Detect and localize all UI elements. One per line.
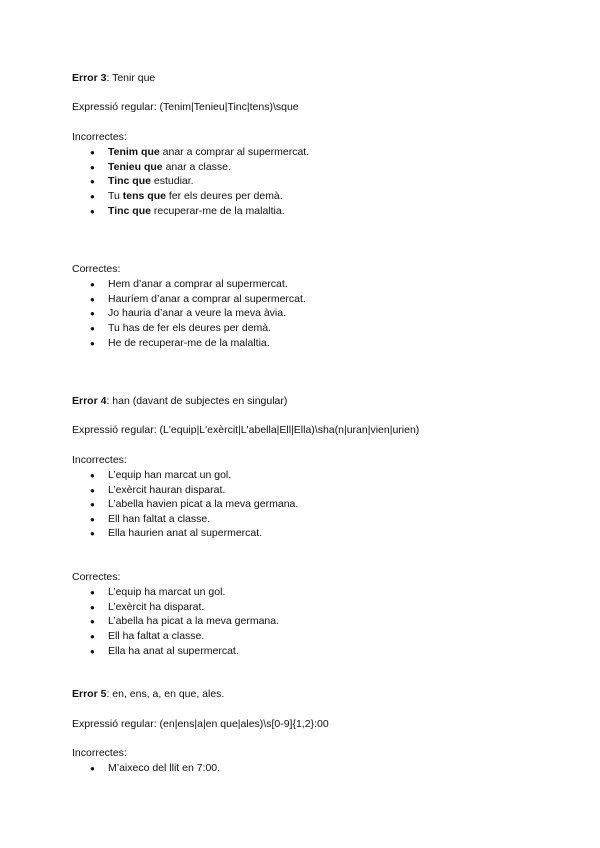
bullet: ● (90, 515, 95, 524)
list-item: Tenim que anar a comprar al supermercat. (108, 146, 310, 158)
bullet: ● (90, 500, 95, 509)
bullet: ● (90, 764, 95, 773)
list-item: L’equip han marcat un gol. (108, 469, 232, 481)
list-item: Tenieu que anar a classe. (108, 161, 231, 173)
list-item: Jo hauria d’anar a veure la meva àvia. (108, 307, 287, 319)
list-item: Hem d’anar a comprar al supermercat. (108, 278, 288, 290)
bullet: ● (90, 207, 95, 216)
bullet: ● (90, 163, 95, 172)
error-4-correct-label: Correctes: (72, 571, 121, 583)
bullet: ● (90, 148, 95, 157)
bullet: ● (90, 603, 95, 612)
bullet: ● (90, 617, 95, 626)
error-5-incorrect-label: Incorrectes: (72, 747, 127, 759)
list-item: L’abella havien picat a la meva germana. (108, 498, 299, 510)
error-3-regex: Expressió regular: (Tenim|Tenieu|Tinc|tens)\sque (72, 101, 299, 113)
bullet: ● (90, 324, 95, 333)
list-item: L’abella ha picat a la meva germana. (108, 615, 280, 627)
error-3-correct-label: Correctes: (72, 263, 121, 275)
error-5-regex: Expressió regular: (en|ens|a|en que|ales)\s[0-9]{1,2}:00 (72, 718, 329, 730)
error-4-regex: Expressió regular: (L'equip|L'exèrcit|L'abella|Ell|Ella)\sha(n|uran|vien|urien) (72, 424, 420, 436)
bullet: ● (90, 486, 95, 495)
bullet: ● (90, 632, 95, 641)
error-4-heading: Error 4: han (davant de subjectes en singular) (72, 395, 288, 407)
list-item: M’aixeco del llit en 7:00. (108, 762, 221, 774)
list-item: L’exèrcit hauran disparat. (108, 484, 226, 496)
bullet: ● (90, 295, 95, 304)
bullet: ● (90, 192, 95, 201)
error-5-heading: Error 5: en, ens, a, en que, ales. (72, 688, 225, 700)
list-item: L’equip ha marcat un gol. (108, 586, 226, 598)
bullet: ● (90, 529, 95, 538)
bullet: ● (90, 339, 95, 348)
list-item: He de recuperar-me de la malaltia. (108, 337, 270, 349)
bullet: ● (90, 588, 95, 597)
bullet: ● (90, 280, 95, 289)
list-item: Ella ha anat al supermercat. (108, 645, 239, 657)
list-item: Ell ha faltat a classe. (108, 630, 205, 642)
bullet: ● (90, 647, 95, 656)
list-item: Tinc que estudiar. (108, 175, 194, 187)
list-item: Ell han faltat a classe. (108, 513, 211, 525)
bullet: ● (90, 177, 95, 186)
list-item: Hauríem d’anar a comprar al supermercat. (108, 293, 306, 305)
bullet: ● (90, 471, 95, 480)
list-item: Tu tens que fer els deures per demà. (108, 190, 283, 202)
bullet: ● (90, 309, 95, 318)
list-item: L’exèrcit ha disparat. (108, 601, 205, 613)
list-item: Tu has de fer els deures per demà. (108, 322, 272, 334)
list-item: Ella haurien anat al supermercat. (108, 527, 263, 539)
error-3-heading: Error 3: Tenir que (72, 72, 156, 84)
error-3-incorrect-label: Incorrectes: (72, 131, 127, 143)
error-4-incorrect-label: Incorrectes: (72, 454, 127, 466)
list-item: Tinc que recuperar-me de la malaltia. (108, 205, 285, 217)
